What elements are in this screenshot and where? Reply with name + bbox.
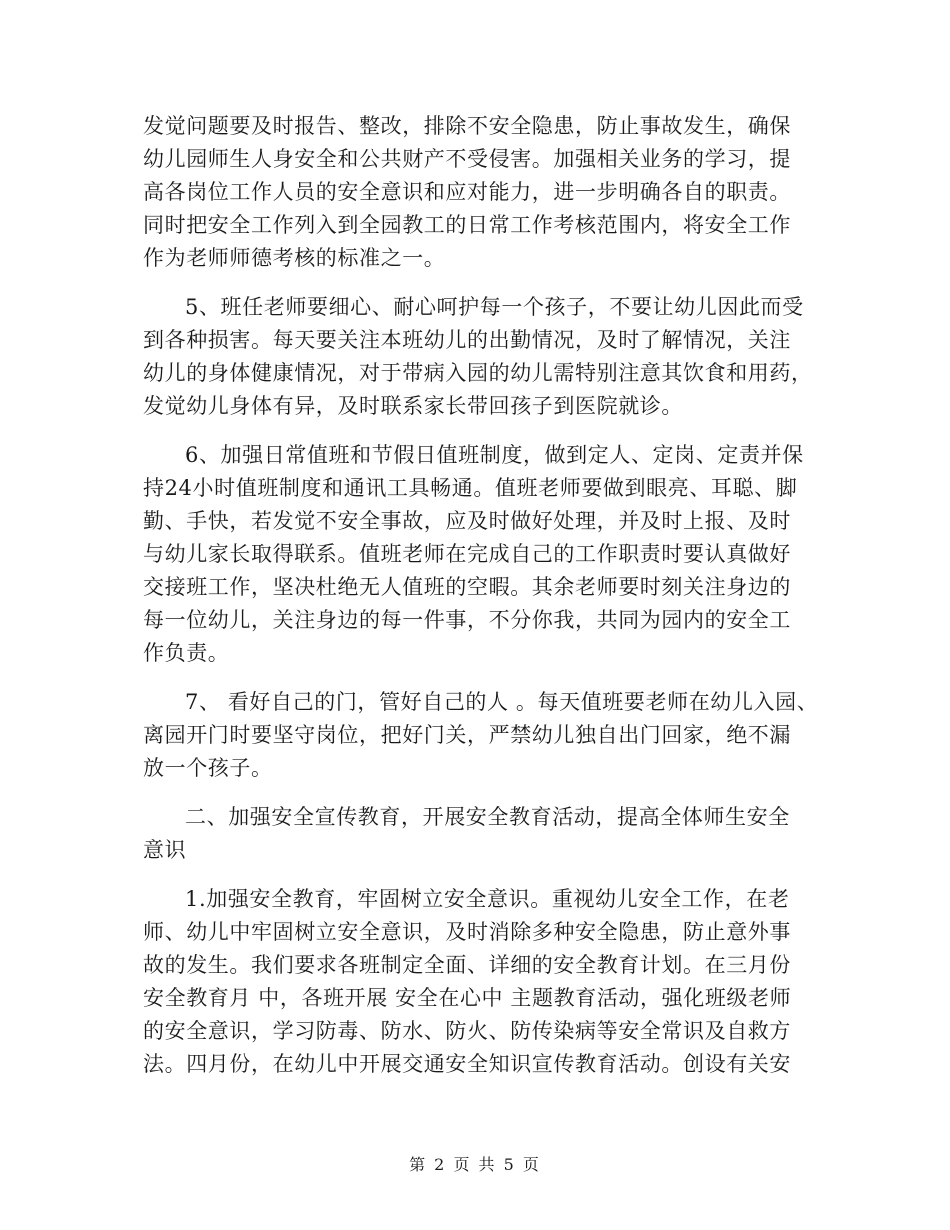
text-line: 6、加强日常值班和节假日值班制度，做到定人、定岗、定责并保 [185,443,804,467]
text-line: 发觉幼儿身体有异，及时联系家长带回孩子到医院就诊。 [143,394,683,418]
text-line: 5、班任老师要细心、耐心呵护每一个孩子，不要让幼儿因此而受 [185,295,804,319]
text-line: 勤、手快，若发觉不安全事故，应及时做好处理，并及时上报、及时 [143,509,791,533]
text-line: 幼儿的身体健康情况，对于带病入园的幼儿需特别注意其饮食和用药， [143,361,813,385]
text-line: 师、幼儿中牢固树立安全意识，及时消除多种安全隐患，防止意外事 [143,920,791,944]
text-line: 7、 看好自己的门，管好自己的人 。每天值班要老师在幼儿入园、 [185,690,819,714]
text-line: 作为老师师德考核的标准之一。 [143,246,446,270]
text-line: 意识 [143,838,187,862]
text-line: 同时把安全工作列入到全园教工的日常工作考核范围内，将安全工作 [143,213,791,237]
text-line: 高各岗位工作人员的安全意识和应对能力，进一步明确各自的职责。 [143,180,791,204]
paragraph-3 [143,439,823,670]
text-line: 与幼儿家长取得联系。值班老师在完成自己的工作职责时要认真做好 [143,542,791,566]
text-line: 法。四月份，在幼儿中开展交通安全知识宣传教育活动。创设有关安 [143,1052,791,1076]
text-line: 放一个孩子。 [143,756,273,780]
section-heading [143,801,823,867]
page-number-footer: 第 2 页 共 5 页 [409,1155,541,1174]
text-line: 每一位幼儿，关注身边的每一件事，不分你我，共同为园内的安全工 [143,608,791,632]
text-line: 交接班工作，坚决杜绝无人值班的空暇。其余老师要时刻关注身边的 [143,575,791,599]
paragraph-2 [143,291,823,423]
text-line: 安全教育月 中，各班开展 安全在心中 主题教育活动，强化班级老师 [143,986,792,1010]
text-line: 作负责。 [143,641,230,665]
text-line: 到各种损害。每天要关注本班幼儿的出勤情况，及时了解情况，关注 [143,328,791,352]
text-line: 故的发生。我们要求各班制定全面、详细的安全教育计划。在三月份 [143,953,791,977]
paragraph-6 [143,883,823,1081]
paragraph-1 [143,110,823,275]
document-body [143,110,823,1081]
text-line: 的安全意识，学习防毒、防水、防火、防传染病等安全常识及自救方 [143,1019,791,1043]
text-line: 二、加强安全宣传教育，开展安全教育活动，提高全体师生安全 [185,805,790,829]
text-line: 幼儿园师生人身安全和公共财产不受侵害。加强相关业务的学习，提 [143,147,791,171]
text-line: 持24小时值班制度和通讯工具畅通。值班老师要做到眼亮、耳聪、脚 [143,476,798,500]
text-line: 发觉问题要及时报告、整改，排除不安全隐患，防止事故发生，确保 [143,114,791,138]
text-line: 离园开门时要坚守岗位，把好门关，严禁幼儿独自出门回家，绝不漏 [143,723,791,747]
paragraph-4 [143,686,823,785]
text-line: 1.加强安全教育，牢固树立安全意识。重视幼儿安全工作，在老 [185,887,790,911]
